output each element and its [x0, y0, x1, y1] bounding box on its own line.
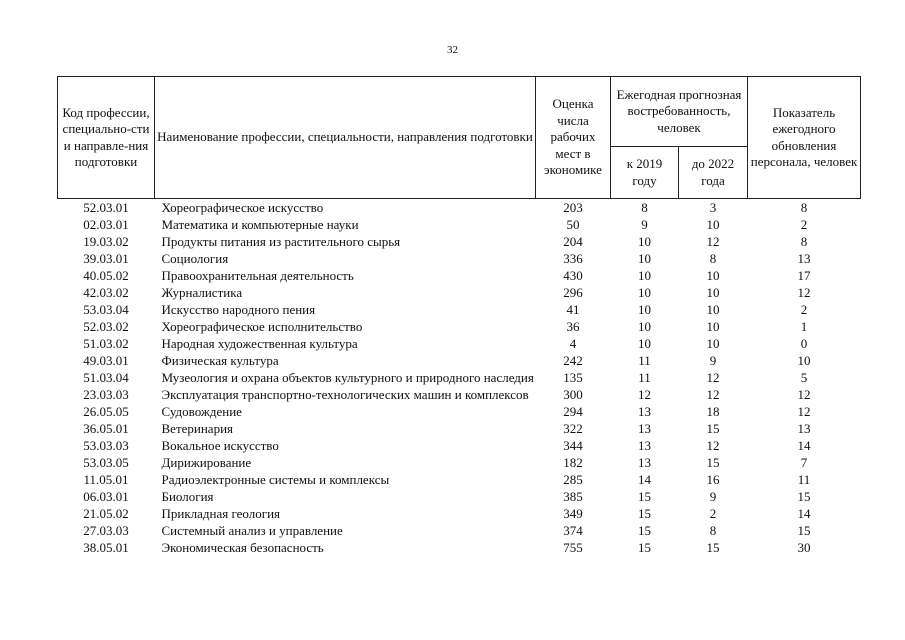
cell-name: Журналистика: [161, 285, 243, 300]
cell-renewal: 15: [797, 489, 811, 504]
cell-jobs: 242: [563, 353, 583, 368]
header-demand-group: Ежегодная прогнозная востребованность, человек: [611, 77, 748, 147]
cell-name: Судовождение: [161, 404, 242, 419]
table-row: [58, 318, 861, 335]
cell-code: 51.03.02: [83, 336, 129, 351]
cell-demand-2022: 9: [709, 489, 717, 504]
cell-jobs: 204: [563, 234, 583, 249]
cell-renewal: 2: [800, 217, 808, 232]
cell-code: 27.03.03: [83, 523, 129, 538]
cell-jobs: 430: [563, 268, 583, 283]
cell-demand-2019: 15: [638, 523, 651, 538]
cell-jobs: 344: [563, 438, 583, 453]
cell-name: Дирижирование: [161, 455, 252, 470]
cell-code: 36.05.01: [83, 421, 129, 436]
table-row: [58, 199, 861, 217]
cell-jobs: 755: [563, 540, 583, 555]
cell-code: 40.05.02: [83, 268, 129, 283]
cell-name: Искусство народного пения: [161, 302, 316, 317]
cell-code: 51.03.04: [83, 370, 129, 385]
table-row: [58, 454, 861, 471]
cell-name: Социология: [161, 251, 229, 266]
cell-demand-2019: 15: [638, 540, 651, 555]
cell-name: Биология: [161, 489, 214, 504]
cell-demand-2022: 15: [706, 455, 720, 470]
cell-demand-2019: 11: [638, 370, 651, 385]
cell-jobs: 374: [563, 523, 583, 538]
cell-code: 21.05.02: [83, 506, 129, 521]
cell-demand-2019: 11: [638, 353, 651, 368]
cell-code: 23.03.03: [83, 387, 129, 402]
cell-code: 02.03.01: [83, 217, 129, 232]
table-row: [58, 301, 861, 318]
cell-demand-2019: 10: [638, 251, 651, 266]
cell-demand-2022: 12: [706, 387, 720, 402]
cell-demand-2022: 12: [706, 234, 720, 249]
cell-demand-2022: 12: [706, 370, 720, 385]
cell-name: Эксплуатация транспортно-технологических машин и комплексов: [161, 387, 529, 402]
cell-demand-2022: 10: [706, 302, 720, 317]
table-row: [58, 403, 861, 420]
table-row: [58, 522, 861, 539]
cell-renewal: 14: [797, 506, 811, 521]
cell-jobs: 50: [566, 217, 580, 232]
table-row: [58, 539, 861, 556]
cell-demand-2022: 15: [706, 421, 720, 436]
cell-demand-2019: 15: [638, 506, 651, 521]
cell-demand-2022: 9: [709, 353, 717, 368]
cell-demand-2022: 16: [706, 472, 720, 487]
table-row: [58, 437, 861, 454]
cell-code: 06.03.01: [83, 489, 129, 504]
cell-demand-2019: 10: [638, 234, 651, 249]
cell-jobs: 322: [563, 421, 583, 436]
cell-renewal: 8: [800, 200, 808, 215]
table-row: [58, 267, 861, 284]
cell-code: 49.03.01: [83, 353, 129, 368]
cell-jobs: 385: [563, 489, 583, 504]
cell-jobs: 294: [563, 404, 583, 419]
cell-code: 53.03.03: [83, 438, 129, 453]
cell-renewal: 13: [797, 251, 811, 266]
cell-jobs: 296: [563, 285, 583, 300]
cell-name: Радиоэлектронные системы и комплексы: [161, 472, 390, 487]
cell-name: Ветеринария: [161, 421, 234, 436]
cell-code: 42.03.02: [83, 285, 129, 300]
professions-table: [57, 76, 861, 556]
cell-jobs: 300: [563, 387, 583, 402]
cell-demand-2022: 12: [706, 438, 720, 453]
cell-demand-2019: 12: [638, 387, 651, 402]
cell-demand-2019: 13: [638, 438, 651, 453]
table-row: [58, 369, 861, 386]
cell-renewal: 30: [797, 540, 811, 555]
cell-name: Математика и компьютерные науки: [161, 217, 359, 232]
cell-name: Вокальное искусство: [161, 438, 279, 453]
cell-code: 38.05.01: [83, 540, 129, 555]
cell-jobs: 203: [563, 200, 583, 215]
header-renewal: Показатель ежегодного обновления персонала, человек: [748, 77, 861, 199]
cell-demand-2019: 13: [638, 404, 651, 419]
header-year-2019: к 2019 году: [611, 147, 679, 199]
cell-code: 52.03.02: [83, 319, 129, 334]
cell-jobs: 182: [563, 455, 583, 470]
cell-renewal: 1: [800, 319, 808, 334]
cell-demand-2022: 10: [706, 285, 720, 300]
cell-renewal: 10: [797, 353, 811, 368]
cell-demand-2022: 8: [709, 251, 717, 266]
cell-code: 52.03.01: [83, 200, 129, 215]
cell-renewal: 12: [797, 387, 811, 402]
cell-jobs: 349: [563, 506, 583, 521]
header-year-2022: до 2022 года: [679, 147, 748, 199]
header-jobs: Оценка числа рабочих мест в экономике: [536, 77, 611, 199]
cell-name: Физическая культура: [161, 353, 279, 368]
cell-name: Хореографическое исполнительство: [161, 319, 363, 334]
cell-code: 53.03.04: [83, 302, 129, 317]
cell-demand-2019: 14: [638, 472, 651, 487]
cell-renewal: 7: [800, 455, 808, 470]
cell-renewal: 12: [797, 404, 811, 419]
table-body: [58, 199, 861, 557]
table-row: [58, 250, 861, 267]
cell-demand-2022: 10: [706, 268, 720, 283]
cell-name: Народная художественная культура: [161, 336, 358, 351]
table-row: [58, 420, 861, 437]
cell-jobs: 285: [563, 472, 583, 487]
cell-demand-2022: 10: [706, 319, 720, 334]
cell-demand-2022: 8: [709, 523, 717, 538]
cell-jobs: 4: [569, 336, 577, 351]
table-header: [58, 77, 861, 199]
cell-code: 53.03.05: [83, 455, 129, 470]
page-number: 32: [447, 44, 458, 56]
cell-name: Системный анализ и управление: [161, 523, 343, 538]
cell-renewal: 11: [797, 472, 811, 487]
cell-code: 26.05.05: [83, 404, 129, 419]
table-row: [58, 233, 861, 250]
table-row: [58, 471, 861, 488]
cell-jobs: 135: [563, 370, 583, 385]
cell-demand-2019: 10: [638, 268, 651, 283]
cell-renewal: 0: [800, 336, 808, 351]
table-row: [58, 352, 861, 369]
cell-renewal: 14: [797, 438, 811, 453]
cell-renewal: 5: [800, 370, 808, 385]
cell-renewal: 12: [797, 285, 811, 300]
header-code: Код профессии, специально-сти и направле-ния подготовки: [58, 77, 155, 199]
cell-demand-2019: 10: [638, 319, 651, 334]
table-row: [58, 216, 861, 233]
table-row: [58, 335, 861, 352]
table-row: [58, 505, 861, 522]
cell-renewal: 15: [797, 523, 811, 538]
cell-demand-2019: 13: [638, 455, 651, 470]
cell-demand-2019: 8: [641, 200, 648, 215]
cell-name: Правоохранительная деятельность: [161, 268, 354, 283]
cell-jobs: 336: [563, 251, 583, 266]
cell-name: Продукты питания из растительного сырья: [161, 234, 401, 249]
cell-jobs: 41: [566, 302, 580, 317]
cell-demand-2022: 18: [706, 404, 720, 419]
cell-renewal: 8: [800, 234, 808, 249]
cell-name: Музеология и охрана объектов культурного и природного наследия: [161, 370, 534, 385]
cell-demand-2019: 10: [638, 336, 651, 351]
table-row: [58, 386, 861, 403]
header-name: Наименование профессии, специальности, направления подготовки: [155, 77, 536, 199]
cell-demand-2022: 3: [709, 200, 717, 215]
cell-demand-2022: 2: [709, 506, 717, 521]
cell-code: 39.03.01: [83, 251, 129, 266]
cell-name: Экономическая безопасность: [161, 540, 324, 555]
cell-code: 11.05.01: [83, 472, 129, 487]
cell-demand-2019: 13: [638, 421, 651, 436]
table-row: [58, 284, 861, 301]
cell-demand-2019: 9: [641, 217, 648, 232]
cell-name: Прикладная геология: [161, 506, 281, 521]
cell-name: Хореографическое искусство: [161, 200, 324, 215]
cell-demand-2022: 10: [706, 217, 720, 232]
cell-code: 19.03.02: [83, 234, 129, 249]
cell-demand-2022: 15: [706, 540, 720, 555]
cell-demand-2022: 10: [706, 336, 720, 351]
cell-demand-2019: 10: [638, 285, 651, 300]
cell-demand-2019: 15: [638, 489, 651, 504]
cell-renewal: 17: [797, 268, 811, 283]
cell-demand-2019: 10: [638, 302, 651, 317]
cell-renewal: 2: [800, 302, 808, 317]
table-row: [58, 488, 861, 505]
cell-renewal: 13: [797, 421, 811, 436]
cell-jobs: 36: [566, 319, 580, 334]
